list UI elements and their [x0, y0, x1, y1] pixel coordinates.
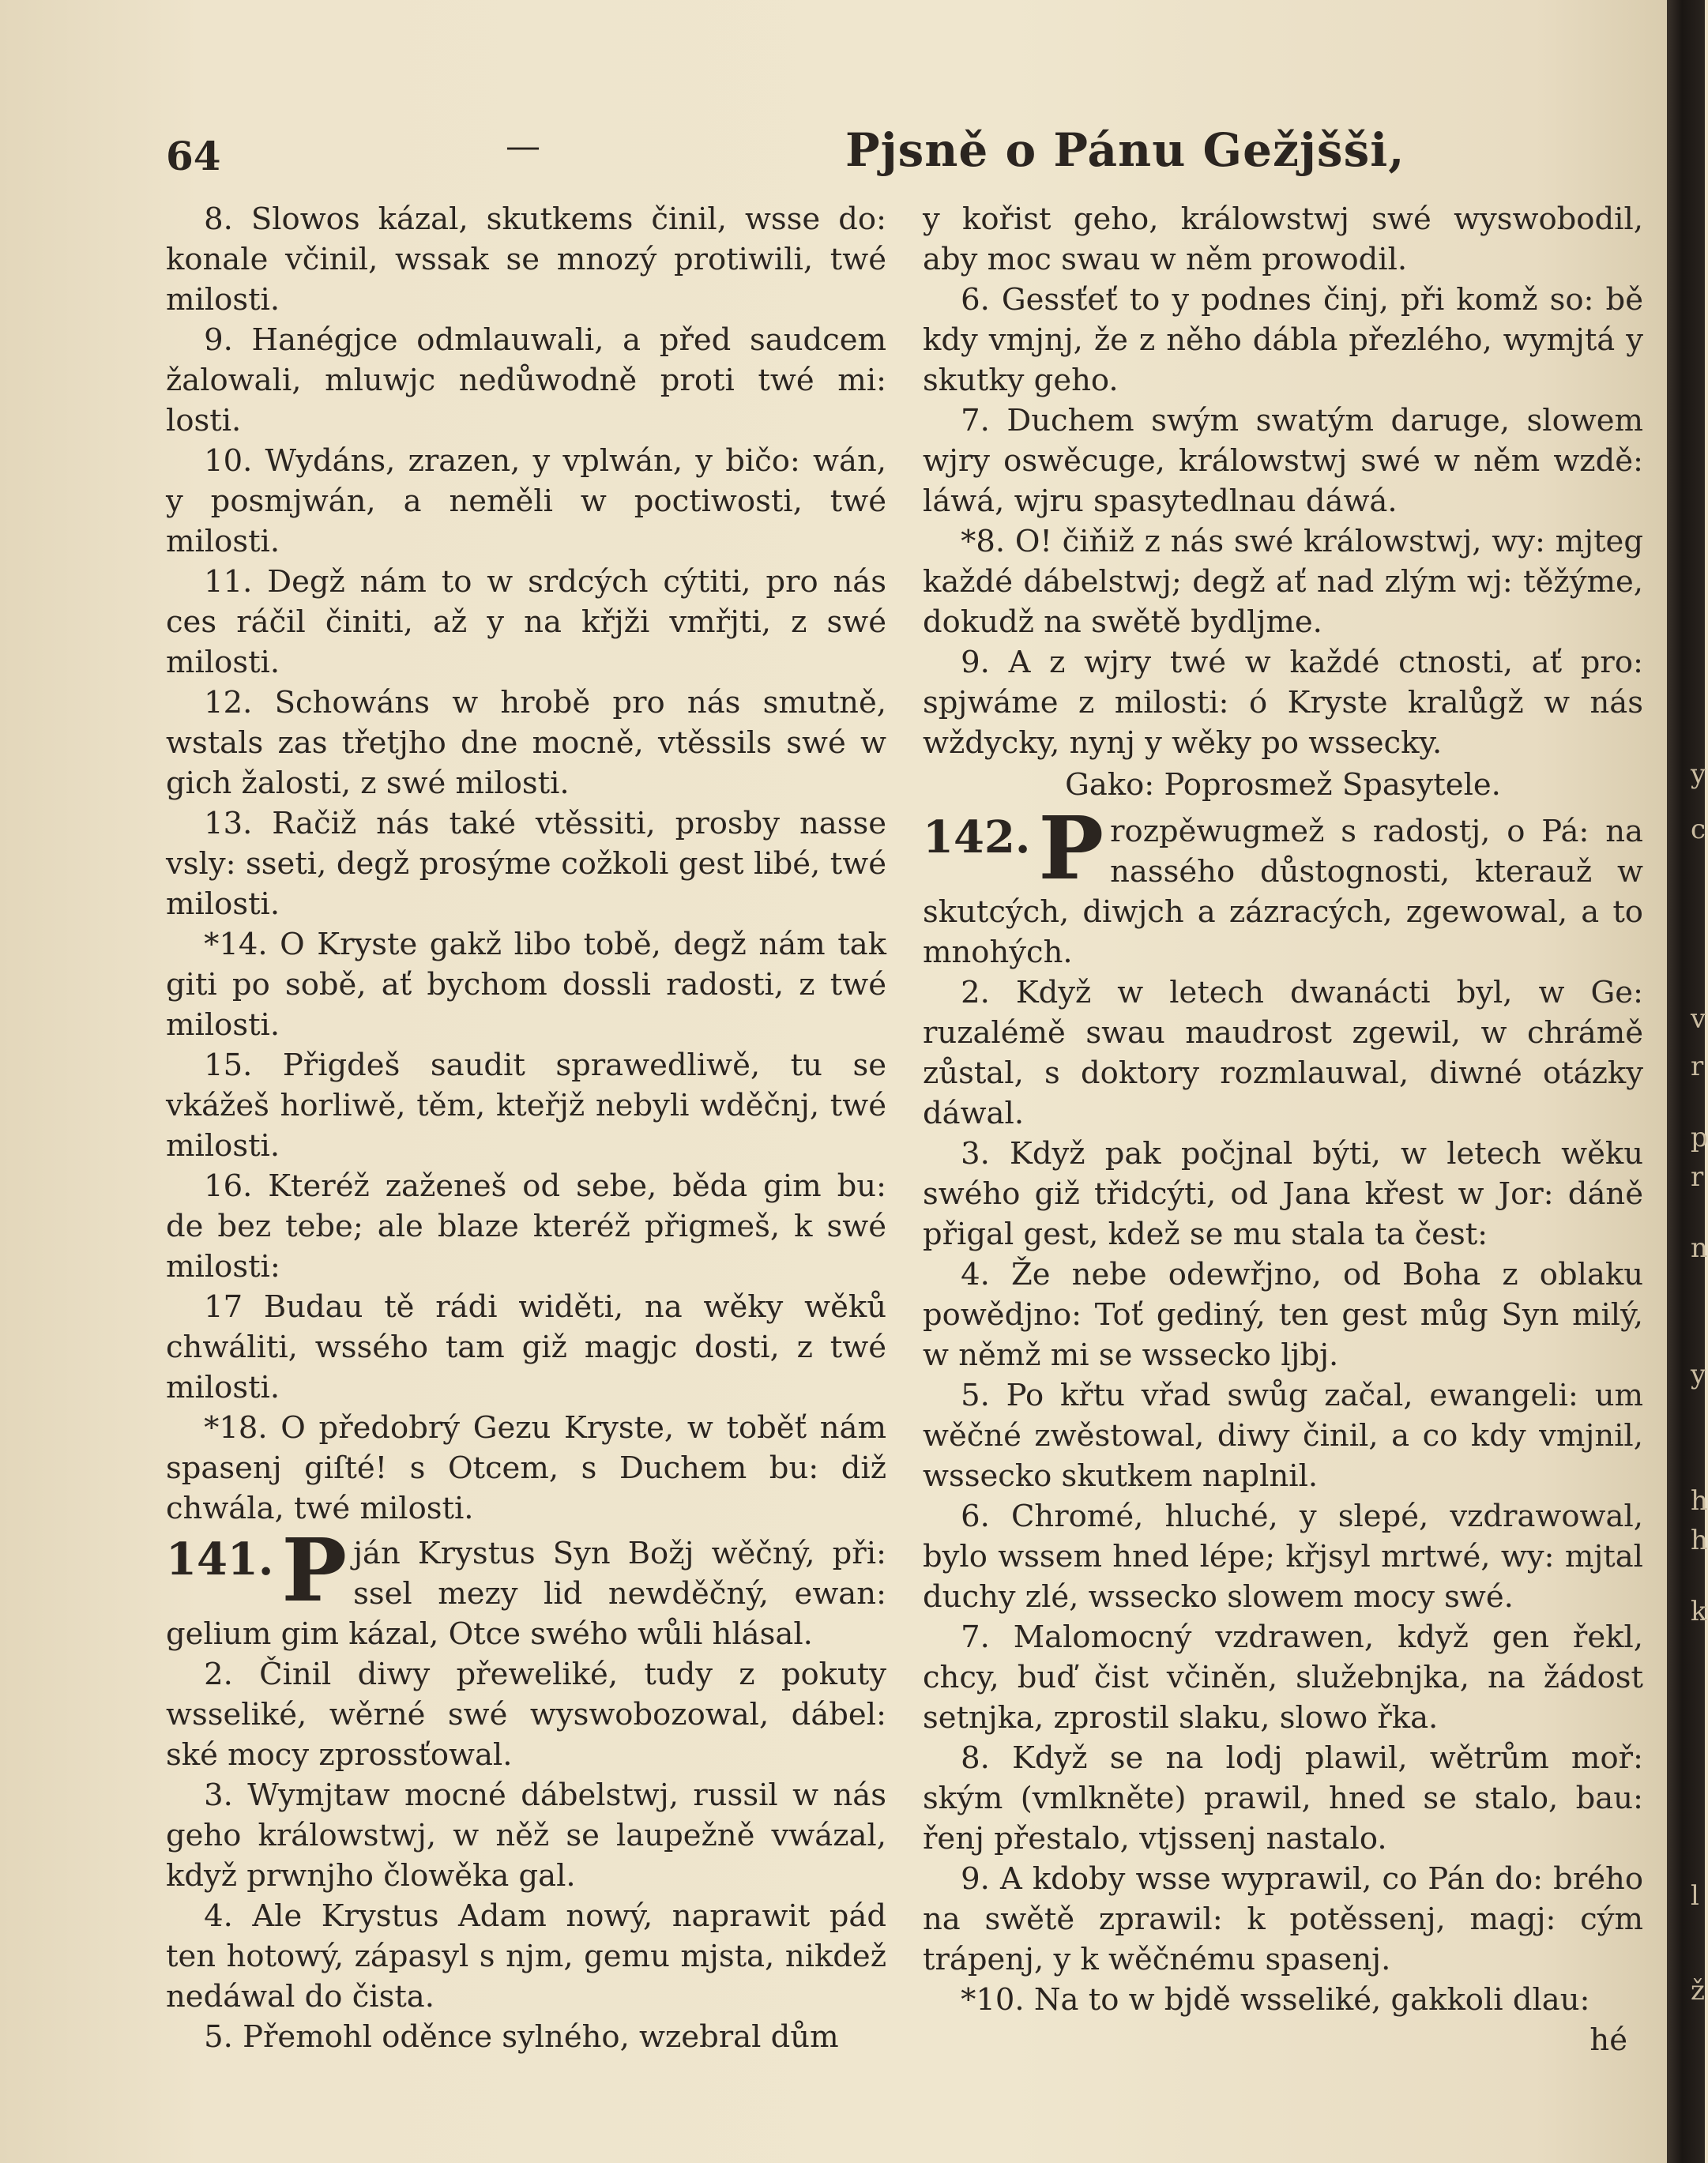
verse: 3. Když pak počjnal býti, w letech wěku swého giž třidcýti, od Jana křest w Jor: dáně přigal gest, kdež se mu stala ta čest: — [923, 1136, 1643, 1252]
header-dash: — — [506, 126, 540, 167]
verse: 2. Činil diwy přeweliké, tudy z pokuty wsseliké, wěrné swé wyswobozowal, dábel: ské mocy zprossťowal. — [166, 1657, 886, 1773]
verse: 17 Budau tě rádi widěti, na wěky wěků chwáliti, wssého tam giž magjc dosti, z twé milosti. — [166, 1289, 886, 1405]
next-page-fragment: h — [1691, 1485, 1708, 1517]
verse: 6. Chromé, hluché, y slepé, vzdrawowal, bylo wssem hned lépe; křjsyl mrtwé, wy: mjtal duchy zlé, wssecko slowem mocy swé. — [923, 1499, 1643, 1615]
catchword: hé — [1589, 2022, 1627, 2058]
verse: *10. Na to w bjdě wsseliké, gakkoli dlau: — [961, 1982, 1590, 2018]
right-column — [923, 199, 1643, 2060]
verse: 2. Když w letech dwanácti byl, w Ge: ruzalémě swau maudrost zgewil, w chrámě zůstal, s doktory rozmlauwal, diwné otázky dáwal. — [923, 975, 1643, 1131]
drop-cap: P — [1038, 797, 1104, 899]
hymn-141 — [166, 1519, 886, 2057]
next-page-fragment: k — [1691, 1596, 1707, 1627]
verse: 4. Že nebe odewřjno, od Boha z oblaku powědjno: Toť gediný, ten gest můg Syn milý, w němž mi se wssecko ljbj. — [923, 1257, 1643, 1373]
verse: 16. Kteréž zaženeš od sebe, běda gim bu: de bez tebe; ale blaze kteréž přigmeš, k swé milosti: — [166, 1168, 886, 1285]
next-page-fragment: r — [1691, 1051, 1704, 1082]
hymn-142 — [923, 797, 1643, 2060]
hymn-number: 141. — [166, 1533, 274, 1586]
verse: 10. Wydáns, zrazen, y vplwán, y bičo: wán, y posmjwán, a neměli w poctiwosti, twé milosti. — [166, 443, 886, 559]
verse: 15. Přigdeš saudit sprawedliwě, tu se vkážeš horliwě, těm, kteřjž nebyli wděčnj, twé milosti. — [166, 1048, 886, 1164]
tune-note: Gako: Poprosmež Spasytele. — [1065, 767, 1501, 803]
running-title: Pjsně o Pánu Gežjšši, — [845, 123, 1405, 177]
hymn-number: 142. — [923, 811, 1031, 863]
next-page-fragment: y — [1691, 758, 1706, 790]
left-column — [166, 199, 886, 2057]
verse: 9. A kdoby wsse wyprawil, co Pán do: brého na swětě zprawil: k potěssenj, magj: cým trápenj, y k wěčnému spasenj. — [923, 1861, 1643, 1977]
next-page-fragment: v — [1691, 1003, 1706, 1035]
verse: 6. Gessťeť to y podnes činj, při komž so: bě kdy vmjnj, že z něho dábla přezlého, wymjtá y skutky geho. — [923, 282, 1643, 398]
hymn-first-verse: rozpěwugmež s radostj, o Pá: na nassého důstognosti, kterauž w skutcých, diwjch a zázracých, zgewowal, a to mnohých. — [923, 814, 1643, 970]
verse: 8. Slowos kázal, skutkems činil, wsse do: konale včinil, wssak se mnozý protiwili, twé milosti. — [166, 201, 886, 318]
verse: 11. Degž nám to w srdcých cýtiti, pro nás ces ráčil činiti, až y na křjži vmřjti, z swé milosti. — [166, 564, 886, 680]
next-page-fragment: c — [1691, 814, 1706, 845]
verse: *14. O Kryste gakž libo tobě, degž nám tak giti po sobě, ať bychom dossli radosti, z twé milosti. — [166, 927, 886, 1043]
page-header — [166, 118, 1643, 190]
verse: 9. Hanégjce odmlauwali, a před saudcem žalowali, mluwjc nedůwodně proti twé mi: losti. — [166, 322, 886, 438]
drop-cap: P — [281, 1519, 348, 1621]
verse: *18. O předobrý Gezu Kryste, w toběť nám spasenj giſté! s Otcem, s Duchem bu: diž chwála, twé milosti. — [166, 1410, 886, 1526]
next-page-fragment: y — [1691, 1359, 1706, 1390]
next-page-fragment: ž — [1691, 1975, 1705, 2007]
verse: 13. Račiž nás také vtěssiti, prosby nasse vsly: sseti, degž prosýme cožkoli gest libé, twé milosti. — [166, 806, 886, 922]
verse: 8. Když se na lodj plawil, wětrům moř: ským (vmlkněte) prawil, hned se stalo, bau: řenj přestalo, vtjssenj nastalo. — [923, 1740, 1643, 1856]
continuation-text: y kořist geho, králowstwj swé wyswobodil, aby moc swau w něm prowodil. — [923, 201, 1643, 277]
next-page-fragment: l — [1691, 1880, 1699, 1912]
verse: 9. A z wjry twé w každé ctnosti, ať pro: spjwáme z milosti: ó Kryste kralůgž w nás wždycky, nynj y wěky po wssecky. — [923, 645, 1643, 761]
next-page-fragment: h — [1691, 1525, 1708, 1556]
verse: *8. O! čiňiž z nás swé králowstwj, wy: mjteg každé dábelstwj; degž ať nad zlým wj: těžýme, dokudž na swětě bydljme. — [923, 524, 1643, 640]
verse: 7. Malomocný vzdrawen, když gen řekl, chcy, buď čist včiněn, služebnjka, na žádost setnjka, zprostil slaku, slowo řka. — [923, 1619, 1643, 1736]
verse: 7. Duchem swým swatým daruge, slowem wjry oswěcuge, králowstwj swé w něm wzdě: láwá, wjru spasytedlnau dáwá. — [923, 403, 1643, 519]
verse: 5. Přemohl oděnce sylného, wzebral dům — [204, 2019, 839, 2055]
page-number: 64 — [166, 133, 221, 179]
hymn-first-verse: ján Krystus Syn Božj wěčný, při: ssel mezy lid newděčný, ewan: gelium gim kázal, Otce swého wůli hlásal. — [166, 1536, 886, 1652]
next-page-fragment: n — [1691, 1232, 1708, 1264]
verse: 4. Ale Krystus Adam nowý, naprawit pád ten hotowý, zápasyl s njm, gemu mjsta, nikdež nedáwal do čista. — [166, 1898, 886, 2014]
next-page-fragment: p — [1691, 1122, 1708, 1153]
verse: 5. Po křtu vřad swůg začal, ewangeli: um wěčné zwěstowal, diwy činil, a co kdy vmjnil, wssecko skutkem naplnil. — [923, 1378, 1643, 1494]
verse: 12. Schowáns w hrobě pro nás smutně, wstals zas třetjho dne mocně, vtěssils swé w gich žalosti, z swé milosti. — [166, 685, 886, 801]
verse: 3. Wymjtaw mocné dábelstwj, russil w nás geho králowstwj, w něž se laupežně vwázal, když prwnjho člowěka gal. — [166, 1777, 886, 1894]
next-page-fragment: r — [1691, 1161, 1704, 1193]
